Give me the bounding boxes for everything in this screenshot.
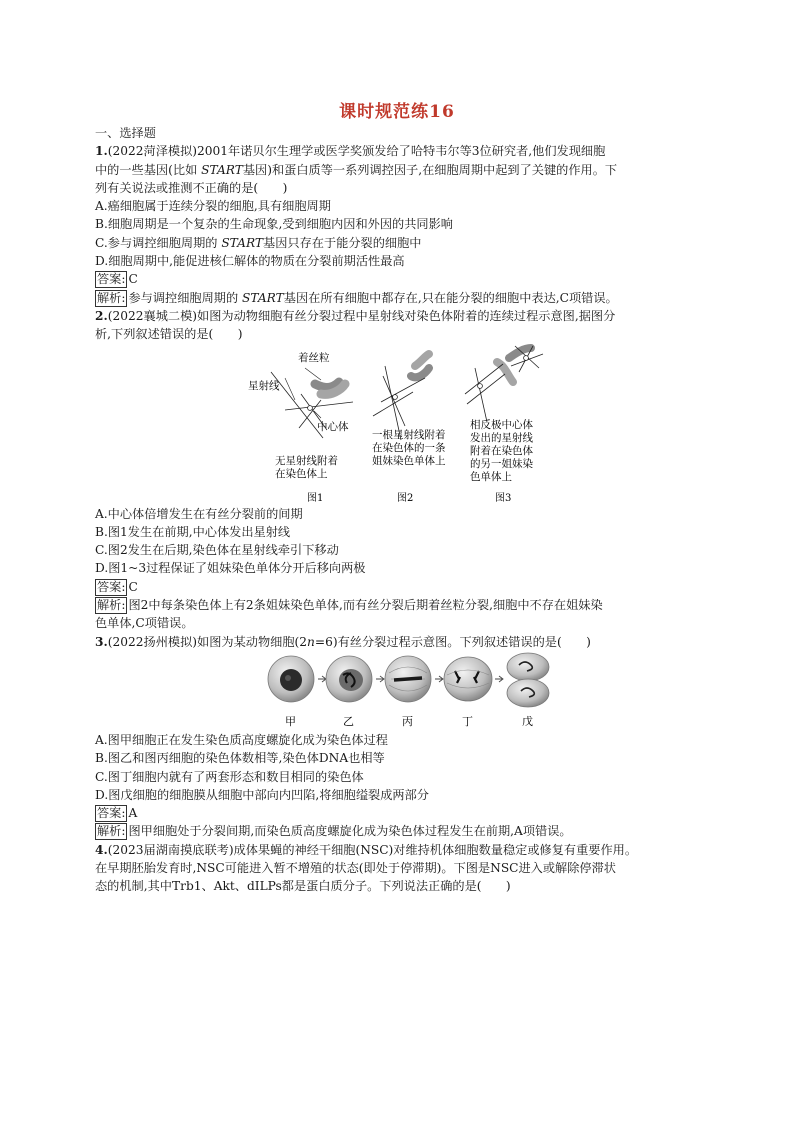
cell-label-ding: 丁 <box>462 714 473 728</box>
aster-ray <box>475 368 487 422</box>
spindle-attachment-diagram <box>95 344 700 505</box>
cell-bing <box>385 656 431 702</box>
fig3-caption-line1: 相反极中心体 <box>470 418 533 431</box>
cell-ding <box>444 657 492 701</box>
q3-answer: 答案: A <box>97 806 138 821</box>
q2-stem-line1: 2.(2022襄城二模)如图为动物细胞有丝分裂过程中星射线对染色体附着的连续过程示意图,据图分 <box>95 308 616 323</box>
q3-option-b: B.图乙和图丙细胞的染色体数相等,染色体DNA也相等 <box>95 751 385 766</box>
fig3-caption-line5: 色单体上 <box>470 470 512 483</box>
fig2-label: 图2 <box>397 492 414 504</box>
q4-number: 4. <box>95 842 108 857</box>
aster-ray <box>467 374 505 404</box>
chromosome-shape <box>415 354 429 366</box>
figure2-drawing <box>372 354 446 504</box>
chromosome-shape <box>497 362 513 382</box>
q3-number: 3. <box>95 634 108 649</box>
cell-wu <box>507 653 549 707</box>
answer-label: 答案: <box>97 579 126 594</box>
cell-label-wu: 戊 <box>522 714 533 728</box>
q1-option-d: D.细胞周期中,能促进核仁解体的物质在分裂前期活性最高 <box>95 254 405 269</box>
explanation-label: 解析: <box>97 290 126 305</box>
q3-explanation: 解析: 图甲细胞处于分裂间期,而染色质高度螺旋化成为染色体过程发生在前期,A项错误。 <box>97 824 572 839</box>
q2-answer: 答案: C <box>97 579 138 594</box>
fig2-caption-line2: 在染色体的一条 <box>372 441 446 454</box>
q1-stem-line3: 列有关说法或推测不正确的是( ) <box>95 180 288 195</box>
q3-option-d: D.图戊细胞的细胞膜从细胞中部向内凹陷,将细胞缢裂成两部分 <box>95 787 429 802</box>
label-centromere: 着丝粒 <box>298 351 330 364</box>
q1-answer: 答案: C <box>97 272 138 287</box>
q1-number: 1. <box>95 144 108 159</box>
fig3-label: 图3 <box>495 492 512 504</box>
aster-ray <box>465 364 503 394</box>
q4-stem-line3: 态的机制,其中Trb1、Akt、dILPs都是蛋白质分子。下列说法正确的是( ) <box>95 879 511 894</box>
cell-label-bing: 丙 <box>402 714 413 728</box>
fig3-caption-line4: 的另一姐妹染 <box>470 457 533 470</box>
centrosome-dot <box>308 405 313 410</box>
cell-label-jia: 甲 <box>285 714 296 728</box>
cell-yi <box>326 656 372 702</box>
answer-label: 答案: <box>97 272 126 287</box>
q1-explanation: 解析: 参与调控细胞周期的 START基因在所有细胞中都存在,只在能分裂的细胞中表达,C项错误。 <box>97 290 618 305</box>
arrow-icon <box>435 676 443 682</box>
cell-jia <box>268 656 314 702</box>
fig3-caption-line3: 附着在染色体 <box>470 444 533 457</box>
question-list <box>95 124 700 896</box>
q3-figure <box>95 651 700 731</box>
label-centrosome: 中心体 <box>317 420 349 433</box>
centrosome-dot <box>524 355 529 360</box>
q4-stem-line1: 4.(2023届湖南摸底联考)成体果蝇的神经干细胞(NSC)对维持机体细胞数量稳定或修复有重要作用。 <box>95 842 638 857</box>
q4-stem-line2: 在早期胚胎发育时,NSC可能进入暂不增殖的状态(即处于停滞期)。下图是NSC进入或解除停滞状 <box>95 861 616 876</box>
fig1-label: 图1 <box>307 492 324 504</box>
q2-option-b: B.图1发生在前期,中心体发出星射线 <box>95 524 291 539</box>
page-title: 课时规范练16 <box>339 102 455 122</box>
q3-stem: 3.(2022扬州模拟)如图为某动物细胞(2n=6)有丝分裂过程示意图。下列叙述错误的是( ) <box>95 634 591 649</box>
q3-option-a: A.图甲细胞正在发生染色质高度螺旋化成为染色体过程 <box>95 732 388 747</box>
answer-label: 答案: <box>97 806 126 821</box>
q2-option-d: D.图1~3过程保证了姐妹染色单体分开后移向两极 <box>95 561 366 576</box>
arrow-icon <box>376 676 384 682</box>
figure3-drawing <box>465 346 543 504</box>
q1-stem-line2: 中的一些基因(比如 START基因)和蛋白质等一系列调控因子,在细胞周期中起到了关键的作用。下 <box>95 162 618 177</box>
chromosome-shape <box>315 382 339 388</box>
q1-stem-line1: 1.(2022菏泽模拟)2001年诺贝尔生理学或医学奖颁发给了哈特韦尔等3位研究者,他们发现细胞 <box>95 144 606 159</box>
centrosome-dot <box>478 383 483 388</box>
q2-option-c: C.图2发生在后期,染色体在星射线牵引下移动 <box>95 543 339 558</box>
arrow-icon <box>495 676 503 682</box>
explanation-label: 解析: <box>97 598 126 613</box>
q3-option-c: C.图丁细胞内就有了两套形态和数目相同的染色体 <box>95 769 364 784</box>
q2-explanation-line2: 色单体,C项错误。 <box>95 616 194 631</box>
q2-number: 2. <box>95 308 108 323</box>
fig1-caption-line1: 无星射线附着 <box>275 454 338 467</box>
q2-stem-line2: 析,下列叙述错误的是( ) <box>95 327 243 342</box>
aster-ray <box>383 376 405 426</box>
q1-option-b: B.细胞周期是一个复杂的生命现象,受到细胞内因和外因的共同影响 <box>95 217 453 232</box>
label-leader <box>305 368 321 380</box>
q2-figure <box>95 344 700 505</box>
section-heading: 一、选择题 <box>95 126 156 140</box>
q2-option-a: A.中心体倍增发生在有丝分裂前的间期 <box>95 506 303 521</box>
mitosis-stages-diagram <box>95 651 700 731</box>
q2-explanation-line1: 解析: 图2中每条染色体上有2条姐妹染色单体,而有丝分裂后期着丝粒分裂,细胞中不存在姐妹染 <box>97 598 603 613</box>
fig2-caption-line1: 一根星射线附着 <box>372 428 446 441</box>
fig2-caption-line3: 姐妹染色单体上 <box>372 454 446 467</box>
arrow-icon <box>318 676 326 682</box>
figure1-drawing <box>248 351 353 504</box>
explanation-label: 解析: <box>97 824 126 839</box>
centrosome-dot <box>393 394 398 399</box>
cell-label-yi: 乙 <box>343 714 354 728</box>
q1-option-a: A.癌细胞属于连续分裂的细胞,具有细胞周期 <box>95 199 331 214</box>
label-aster: 星射线 <box>248 379 280 392</box>
fig1-caption-line2: 在染色体上 <box>275 467 328 480</box>
fig3-caption-line2: 发出的星射线 <box>470 431 533 444</box>
q1-option-c: C.参与调控细胞周期的 START基因只存在于能分裂的细胞中 <box>95 235 422 250</box>
